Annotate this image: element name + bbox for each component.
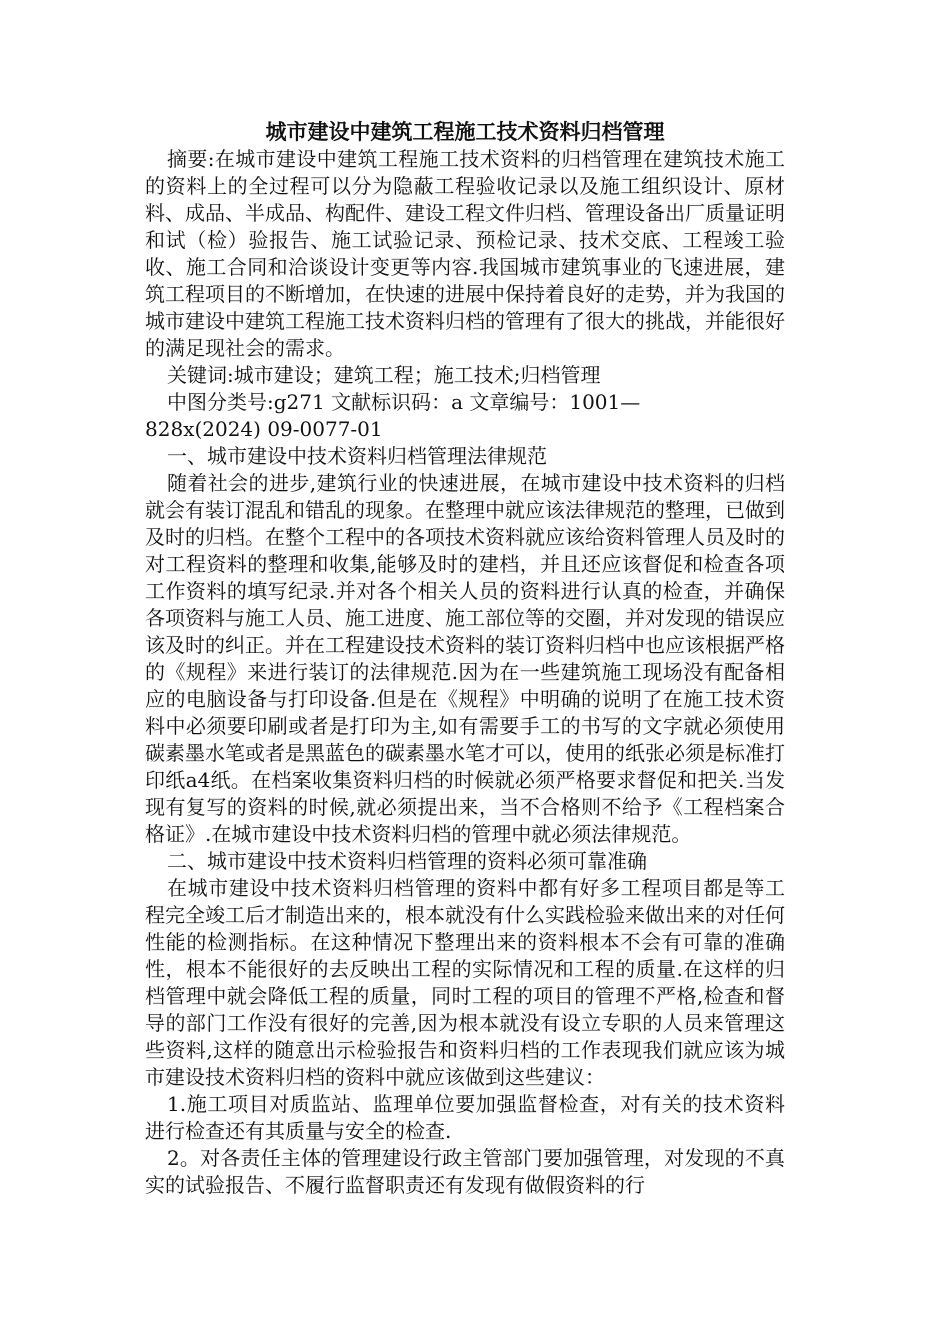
section-2-heading: 二、城市建设中技术资料归档管理的资料必须可靠准确: [167, 849, 647, 873]
document-title: 城市建设中建筑工程施工技术资料归档管理: [265, 120, 665, 144]
list-item-2: 2。对各责任主体的管理建设行政主管部门要加强管理，对发现的不真实的试验报告、不履行监督职责还有发现有做假资料的行: [145, 1146, 785, 1197]
list-item-1: 1.施工项目对质监站、监理单位要加强监督检查，对有关的技术资料进行检查还有其质量与安全的检查.: [145, 1092, 785, 1143]
classification-line: 中图分类号:g271 文献标识码：a 文章编号：1001—: [167, 390, 641, 414]
abstract-paragraph: 摘要:在城市建设中建筑工程施工技术资料的归档管理在建筑技术施工的资料上的全过程可以分为隐蔽工程验收记录以及施工组织设计、原材料、成品、半成品、构配件、建设工程文件归档、管理设备出厂质量证明和试（检）验报告、施工试验记录、预检记录、技术交底、工程竣工验收、施工合同和洽谈设计变更等内容.我国城市建筑事业的飞速进展，建筑工程项目的不断增加，在快速的进展中保持着良好的走势，并为我国的城市建设中建筑工程施工技术资料归档的管理有了很大的挑战，并能很好的满足现社会的需求。: [145, 147, 785, 360]
article-number-line: 828x(2024) 09-0077-01: [145, 417, 383, 441]
section-2-body: 在城市建设中技术资料归档管理的资料中都有好多工程项目都是等工程完全竣工后才制造出来的，根本就没有什么实践检验来做出来的对任何性能的检测指标。在这种情况下整理出来的资料根本不会有可靠的准确性，根本不能很好的去反映出工程的实际情况和工程的质量.在这样的归档管理中就会降低工程的质量，同时工程的项目的管理不严格,检查和督导的部门工作没有很好的完善,因为根本就没有设立专职的人员来管理这些资料,这样的随意出示检验报告和资料归档的工作表现我们就应该为城市建设技术资料归档的资料中就应该做到这些建议：: [145, 876, 785, 1089]
section-1-body: 随着社会的进步,建筑行业的快速进展，在城市建设中技术资料的归档就会有装订混乱和错乱的现象。在整理中就应该法律规范的整理，已做到及时的归档。在整个工程中的各项技术资料就应该给资料管理人员及时的对工程资料的整理和收集,能够及时的建档，并且还应该督促和检查各项工作资料的填写纪录.并对各个相关人员的资料进行认真的检查，并确保各项资料与施工人员、施工进度、施工部位等的交圈，并对发现的错误应该及时的纠正。并在工程建设技术资料的装订资料归档中也应该根据严格的《规程》来进行装订的法律规范.因为在一些建筑施工现场没有配备相应的电脑设备与打印设备.但是在《规程》中明确的说明了在施工技术资料中必须要印刷或者是打印为主,如有需要手工的书写的文字就必须使用碳素墨水笔或者是黑蓝色的碳素墨水笔才可以，使用的纸张必须是标准打印纸a4纸。在档案收集资料归档的时候就必须严格要求督促和把关.当发现有复写的资料的时候,就必须提出来，当不合格则不给予《工程档案合格证》.在城市建设中技术资料归档的管理中就必须法律规范。: [145, 471, 785, 846]
keywords-line: 关键词:城市建设；建筑工程；施工技术;归档管理: [167, 363, 601, 387]
document-page: [145, 118, 785, 1199]
section-1-heading: 一、城市建设中技术资料归档管理法律规范: [167, 444, 547, 468]
